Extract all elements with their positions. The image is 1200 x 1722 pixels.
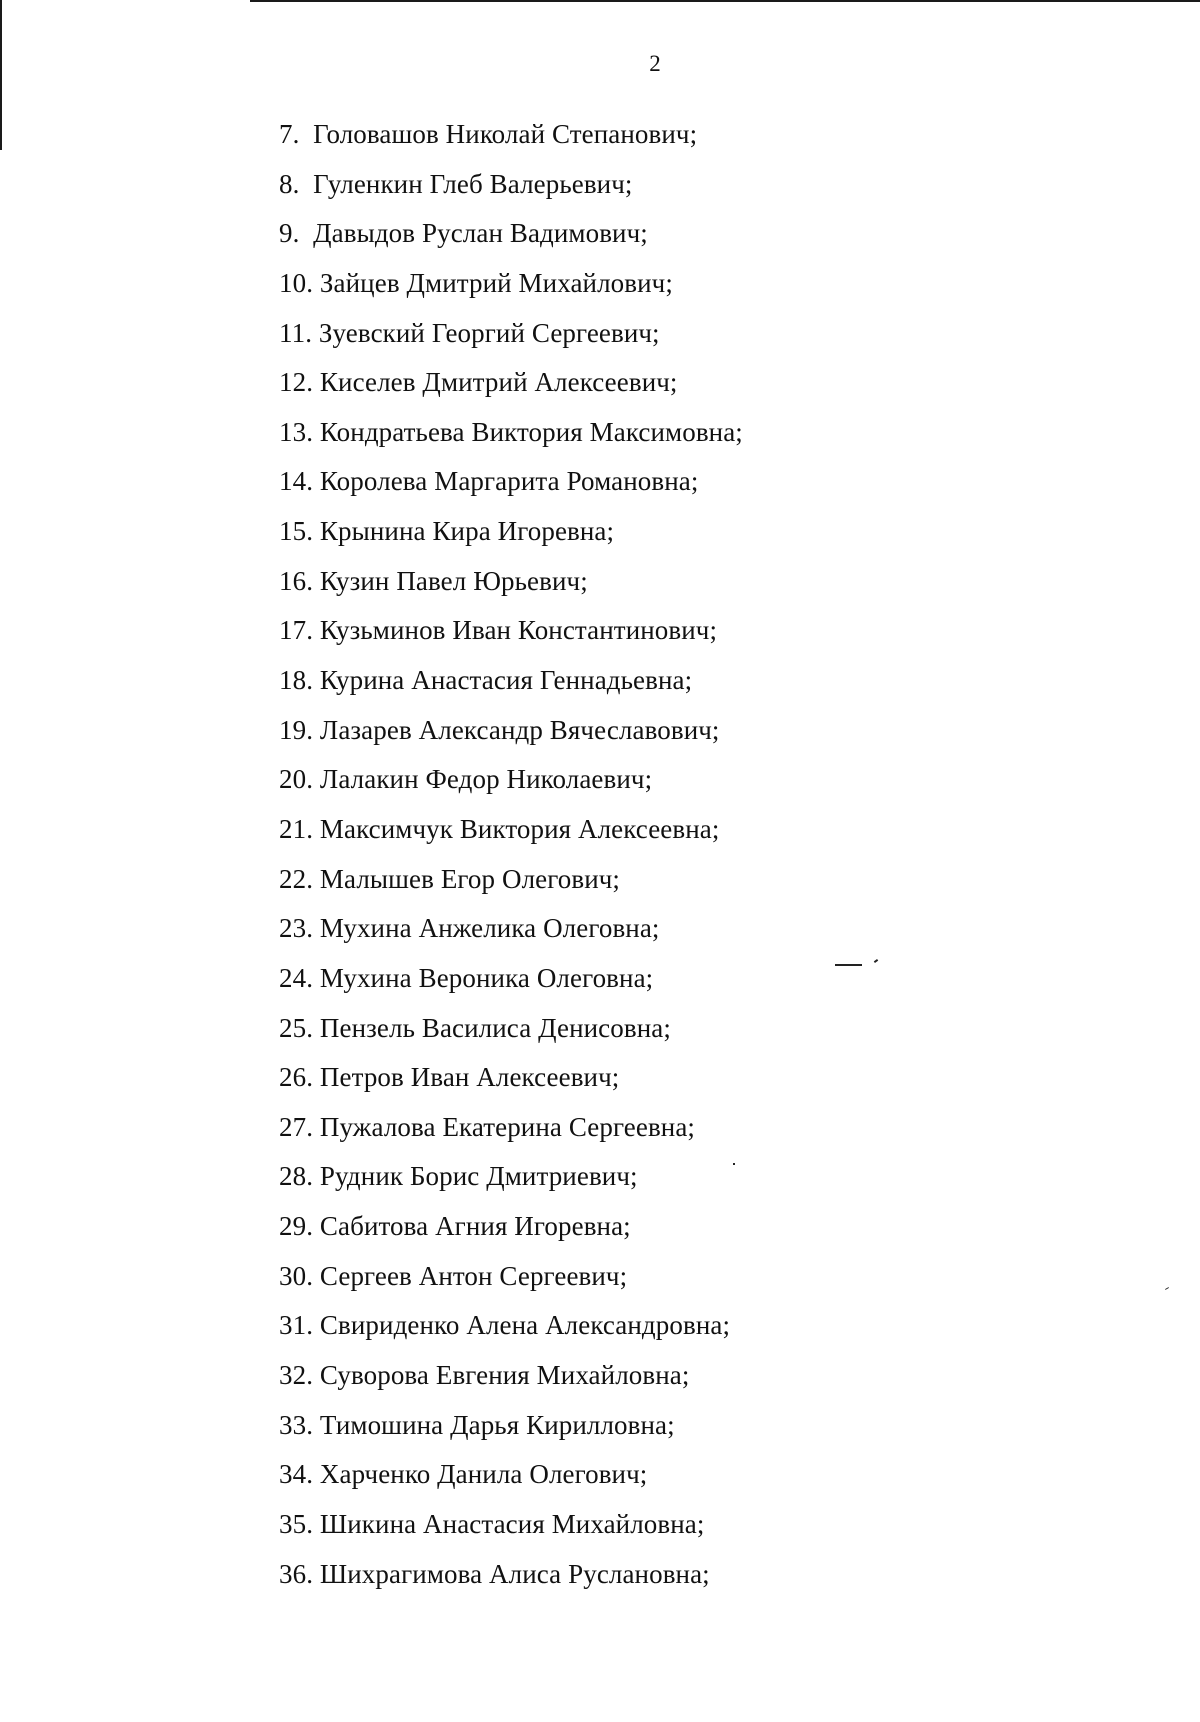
item-number: 11. xyxy=(279,317,313,348)
item-text: Шикина Анастасия Михайловна; xyxy=(319,1508,705,1539)
item-text: Шихрагимова Алиса Руслановна; xyxy=(319,1558,710,1589)
item-text: Малышев Егор Олегович; xyxy=(319,863,621,894)
item-number: 33. xyxy=(279,1409,314,1440)
item-number: 18. xyxy=(279,665,314,696)
item-number: 25. xyxy=(279,1012,314,1043)
item-text: Сабитова Агния Игоревна; xyxy=(319,1211,631,1242)
item-text: Рудник Борис Дмитриевич; xyxy=(319,1161,638,1192)
item-text: Головашов Николай Степанович; xyxy=(313,119,698,149)
list-item xyxy=(279,266,743,316)
item-number: 32. xyxy=(279,1360,314,1391)
item-number: 16. xyxy=(279,565,314,596)
item-number: 14. xyxy=(279,466,314,497)
list-item xyxy=(279,663,743,713)
item-number: 10. xyxy=(279,267,314,298)
item-number: 24. xyxy=(279,962,314,993)
item-number: 28. xyxy=(279,1161,314,1192)
item-text: Тимошина Дарья Кирилловна; xyxy=(319,1409,675,1440)
item-number: 35. xyxy=(279,1508,314,1539)
list-item xyxy=(279,1110,743,1160)
list-item xyxy=(279,862,743,912)
list-item xyxy=(279,464,743,514)
item-text: Королева Маргарита Романовна; xyxy=(319,466,699,497)
list-item xyxy=(279,1259,743,1309)
item-number: 31. xyxy=(279,1310,314,1341)
item-number: 20. xyxy=(279,764,314,795)
item-text: Курина Анастасия Геннадьевна; xyxy=(319,665,693,696)
item-text: Пужалова Екатерина Сергеевна; xyxy=(319,1111,696,1142)
item-text: Крынина Кира Игоревна; xyxy=(319,516,615,547)
list-item xyxy=(279,1159,743,1209)
item-number: 7. xyxy=(279,119,300,149)
item-number: 23. xyxy=(279,913,314,944)
pen-mark xyxy=(874,959,878,963)
name-list xyxy=(279,117,743,1606)
item-text: Зуевский Георгий Сергеевич; xyxy=(318,317,660,348)
item-text: Харченко Данила Олегович; xyxy=(319,1459,648,1490)
list-item xyxy=(279,564,743,614)
item-text: Кузин Павел Юрьевич; xyxy=(319,565,588,596)
list-item xyxy=(279,1408,743,1458)
item-number: 12. xyxy=(279,367,314,398)
item-text: Петров Иван Алексеевич; xyxy=(319,1062,620,1093)
scan-edge-top xyxy=(250,0,1200,2)
list-item xyxy=(279,613,743,663)
item-number: 21. xyxy=(279,813,314,844)
list-item xyxy=(279,762,743,812)
item-number: 13. xyxy=(279,416,314,447)
list-item xyxy=(279,1308,743,1358)
list-item xyxy=(279,1011,743,1061)
item-text: Зайцев Дмитрий Михайлович; xyxy=(319,267,673,298)
list-item xyxy=(279,216,743,266)
list-item xyxy=(279,365,743,415)
item-number: 19. xyxy=(279,714,314,745)
list-item xyxy=(279,514,743,564)
scan-speck xyxy=(733,1163,735,1165)
list-item xyxy=(279,1457,743,1507)
item-text: Мухина Анжелика Олеговна; xyxy=(319,913,660,944)
item-number: 15. xyxy=(279,516,314,547)
item-number: 26. xyxy=(279,1062,314,1093)
item-number: 34. xyxy=(279,1459,314,1490)
list-item xyxy=(279,1209,743,1259)
item-number: 30. xyxy=(279,1260,314,1291)
list-item xyxy=(279,1358,743,1408)
list-item xyxy=(279,415,743,465)
list-item xyxy=(279,117,743,167)
item-text: Кузьминов Иван Константинович; xyxy=(319,615,718,646)
item-text: Кондратьева Виктория Максимовна; xyxy=(319,416,743,447)
item-text: Лазарев Александр Вячеславович; xyxy=(319,714,720,745)
scan-speck xyxy=(1165,1287,1169,1290)
list-item xyxy=(279,1507,743,1557)
list-item xyxy=(279,1557,743,1607)
item-text: Суворова Евгения Михайловна; xyxy=(319,1360,690,1391)
item-text: Свириденко Алена Александровна; xyxy=(319,1310,731,1341)
item-number: 8. xyxy=(279,168,300,199)
item-number: 9. xyxy=(279,218,300,249)
page-number: 2 xyxy=(649,51,661,76)
item-number: 17. xyxy=(279,615,314,646)
item-text: Лалакин Федор Николаевич; xyxy=(319,764,653,795)
item-text: Пензель Василиса Денисовна; xyxy=(319,1012,671,1043)
list-item xyxy=(279,911,743,961)
item-number: 27. xyxy=(279,1111,314,1142)
list-item xyxy=(279,713,743,763)
item-text: Сергеев Антон Сергеевич; xyxy=(319,1260,628,1291)
item-number: 36. xyxy=(279,1558,314,1589)
item-text: Киселев Дмитрий Алексеевич; xyxy=(319,367,678,398)
item-text: Гуленкин Глеб Валерьевич; xyxy=(313,168,633,199)
item-number: 29. xyxy=(279,1211,314,1242)
list-item xyxy=(279,316,743,366)
list-item xyxy=(279,961,743,1011)
list-item xyxy=(279,167,743,217)
item-text: Давыдов Руслан Вадимович; xyxy=(313,218,648,249)
item-text: Мухина Вероника Олеговна; xyxy=(319,962,654,993)
item-text: Максимчук Виктория Алексеевна; xyxy=(319,813,720,844)
pen-mark xyxy=(835,964,862,966)
list-item xyxy=(279,1060,743,1110)
item-number: 22. xyxy=(279,863,314,894)
list-item xyxy=(279,812,743,862)
